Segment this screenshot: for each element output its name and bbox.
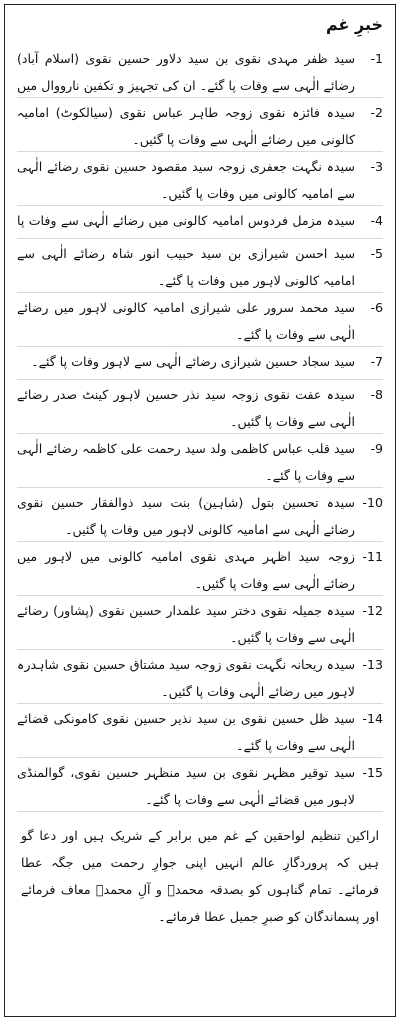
entry-text: سیدہ فائزہ نقوی زوجہ طاہر عباس نقوی (سیالکوٹ) امامیہ کالونی میں رضائے الٰہی سے وفات پا گئیں۔ [17,105,355,147]
entry-text: سید ظل حسین نقوی بن سید نذیر حسین نقوی کامونکی قضائے الٰہی سے وفات پا گئے۔ [17,711,355,753]
obituary-entry-4 [17,206,383,239]
obituary-entry-13 [17,650,383,704]
entry-number: -6 [370,300,383,315]
entry-number: -5 [370,246,383,261]
obituary-entry-14 [17,704,383,758]
obituary-content [5,5,395,930]
obituary-entry-9 [17,434,383,488]
entry-text: سید محمد سرور علی شیرازی امامیہ کالونی لاہور میں رضائے الٰہی سے وفات پا گئے۔ [17,300,355,342]
obituary-entry-15 [17,758,383,812]
entry-number: -7 [370,354,383,369]
entry-number: -11 [362,549,383,564]
entry-text: سید توقیر مظہر نقوی بن سید منظہر حسین نقوی، گوالمنڈی لاہور میں قضائے الٰہی سے وفات پا گئے۔ [17,765,355,807]
closing-prayer: اراکین تنظیم لواحقین کے غم میں برابر کے شریک ہیں اور دعا گو ہیں کہ پروردگارِ عالم انہیں اپنی جوارِ رحمت میں جگہ عطا فرمائے۔ تمام گناہوں کو بصدقہ محمدؐ و آلِ محمدؑ معاف فرمائے اور پسماندگان کو صبرِ جمیل عطا فرمائے۔ [21,828,379,924]
obituary-entry-10 [17,488,383,542]
entry-number: -10 [362,495,383,510]
entry-number: -3 [370,159,383,174]
obituary-entry-11 [17,542,383,596]
obituary-entry-1 [17,44,383,98]
entry-text: سید ظفر مہدی نقوی بن سید دلاور حسین نقوی (اسلام آباد) رضائے الٰہی سے وفات پا گئے۔ ان کی تجہیز و تکفین نارووال میں [17,51,355,93]
section-title: خبرِ غم [325,15,383,34]
obituary-panel [4,4,396,1017]
entry-number: -9 [370,441,383,456]
entry-number: -15 [362,765,383,780]
entry-text: زوجہ سید اظہر مہدی نقوی امامیہ کالونی میں لاہور میں رضائے الٰہی سے وفات پا گئیں۔ [17,549,355,591]
entry-text: سیدہ تحسین بتول (شاہین) بنت سید ذوالفقار حسین نقوی رضائے الٰہی سے امامیہ کالونی لاہور میں وفات پا گئیں۔ [17,495,355,537]
entry-number: -1 [370,51,383,66]
entry-number: -12 [362,603,383,618]
entry-text: سیدہ نگہت جعفری زوجہ سید مقصود حسین نقوی رضائے الٰہی سے امامیہ کالونی میں وفات پا گئیں۔ [17,159,355,201]
obituary-entry-3 [17,152,383,206]
entry-text: سید احسن شیرازی بن سید حبیب انور شاہ رضائے الٰہی سے امامیہ کالونی لاہور میں وفات پا گئے۔ [17,246,355,288]
entry-text: سیدہ عفت نقوی زوجہ سید نذر حسین لاہور کینٹ صدر رضائے الٰہی سے وفات پا گئیں۔ [17,387,355,429]
obituary-entry-6 [17,293,383,347]
obituary-entry-8 [17,380,383,434]
entry-number: -13 [362,657,383,672]
obituary-entry-7 [17,347,383,380]
entry-text: سید قلب عباس کاظمی ولد سید رحمت علی کاظمہ رضائے الٰہی سے وفات پا گئے۔ [17,441,355,483]
entry-text: سیدہ مزمل فردوس امامیہ کالونی میں رضائے الٰہی سے وفات پا [17,213,355,228]
entry-number: -8 [370,387,383,402]
obituary-entry-2 [17,98,383,152]
entry-text: سیدہ ریحانہ نگہت نقوی زوجہ سید مشتاق حسین نقوی شاہدرہ لاہور میں رضائے الٰہی وفات پا گئیں۔ [17,657,355,699]
entry-number: -14 [362,711,383,726]
obituary-entry-5 [17,239,383,293]
entry-number: -2 [370,105,383,120]
entry-number: -4 [370,213,383,228]
entry-text: سید سجاد حسین شیرازی رضائے الٰہی سے لاہور وفات پا گئے۔ [31,354,355,369]
entry-text: سیدہ جمیلہ نقوی دختر سید علمدار حسین نقوی (پشاور) رضائے الٰہی سے وفات پا گئیں۔ [17,603,355,645]
obituary-entry-12 [17,596,383,650]
